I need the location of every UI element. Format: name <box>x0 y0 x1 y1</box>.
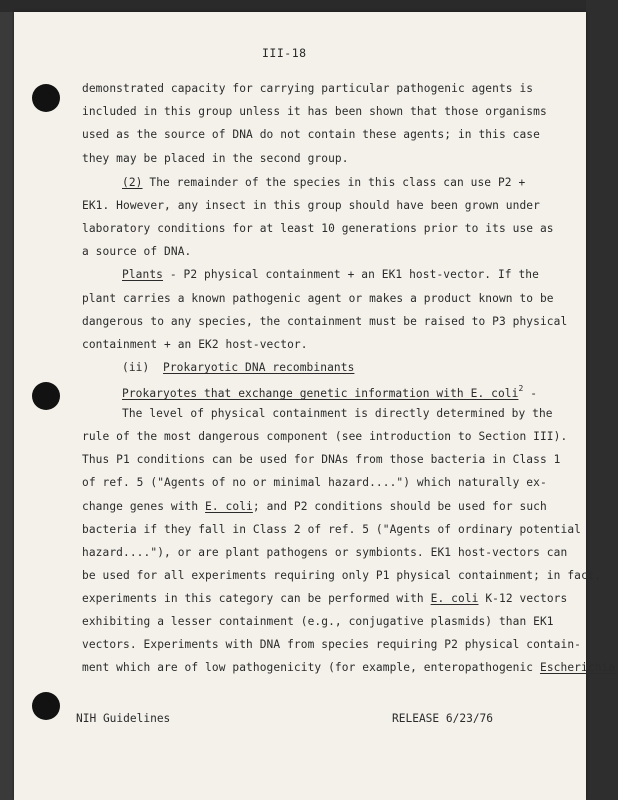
text-line: used as the source of DNA do not contain these agents; in this case <box>82 128 540 141</box>
footnote-mark: 2 <box>518 384 524 393</box>
text-line: dangerous to any species, the containment must be raised to P3 physical <box>82 315 568 328</box>
text-line: bacteria if they fall in Class 2 of ref. 5 ("Agents of ordinary potential <box>82 523 581 536</box>
text-line: a source of DNA. <box>82 245 192 258</box>
footer-right: RELEASE 6/23/76 <box>392 712 494 725</box>
subsection-heading: Prokaryotes that exchange genetic information with E. coli$^2$ - <box>122 384 538 400</box>
species-name: Escherichia <box>539 661 616 674</box>
text-line: vectors. Experiments with DNA from species requiring P2 physical contain- <box>82 638 581 651</box>
text-line: be used for all experiments requiring only P1 physical containment; in fact, <box>82 569 602 582</box>
item-number-2: (2) <box>122 176 143 189</box>
text-line: EK1. However, any insect in this group should have been grown under <box>82 199 540 212</box>
plants-heading: Plants <box>122 268 164 281</box>
text-line: rule of the most dangerous component (see introduction to Section III). <box>82 430 568 443</box>
section-heading: (ii) Prokaryotic DNA recombinants <box>122 361 355 374</box>
text-line: exhibiting a lesser containment (e.g., conjugative plasmids) than EK1 <box>82 615 554 628</box>
punch-hole-bottom <box>32 692 60 720</box>
page-number: III-18 <box>262 46 307 60</box>
text-line: Plants - P2 physical containment + an EK1 host-vector. If the <box>122 268 539 281</box>
footer-left: NIH Guidelines <box>76 712 171 725</box>
scan-background-top <box>0 0 618 12</box>
species-name: E. coli <box>205 500 253 513</box>
punch-hole-top <box>32 84 60 112</box>
species-name: E. coli <box>430 592 479 605</box>
punch-hole-middle <box>32 382 60 410</box>
text-line: ment which are of low pathogenicity (for example, enteropathogenic Escherichia <box>82 661 616 674</box>
text-line: laboratory conditions for at least 10 generations prior to its use as <box>82 222 554 235</box>
text-line: demonstrated capacity for carrying particular pathogenic agents is <box>82 82 534 95</box>
text-line: they may be placed in the second group. <box>82 152 349 165</box>
text-line: containment + an EK2 host-vector. <box>82 338 308 351</box>
text-line: change genes with E. coli; and P2 conditions should be used for such <box>82 500 547 513</box>
text-line: The level of physical containment is directly determined by the <box>122 407 553 420</box>
text-line: included in this group unless it has been shown that those organisms <box>82 105 547 118</box>
text-line: experiments in this category can be performed with E. coli K-12 vectors <box>82 592 568 605</box>
text-line: Thus P1 conditions can be used for DNAs from those bacteria in Class 1 <box>82 453 561 466</box>
text-line: plant carries a known pathogenic agent or makes a product known to be <box>82 292 554 305</box>
text-line: of ref. 5 ("Agents of no or minimal hazard....") which naturally ex- <box>82 476 547 489</box>
text-line: (2) The remainder of the species in this class can use P2 + <box>122 176 526 189</box>
text-line: hazard...."), or are plant pathogens or symbionts. EK1 host-vectors can <box>82 546 568 559</box>
scan-background-right <box>586 0 618 800</box>
